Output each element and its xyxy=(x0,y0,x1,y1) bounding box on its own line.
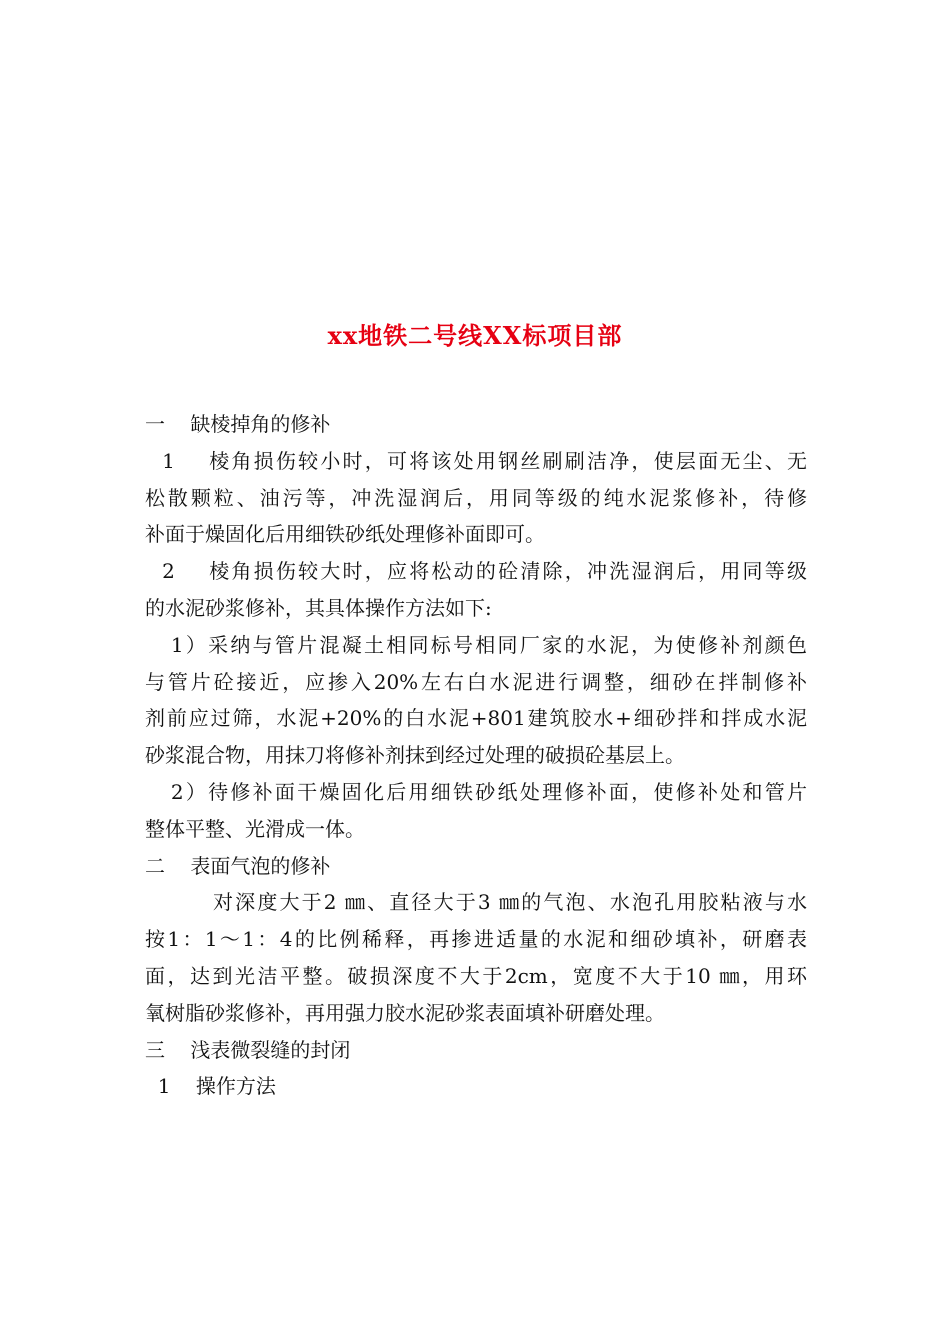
paragraph-line: 1）采纳与管片混凝土相同标号相同厂家的水泥，为使修补剂颜色 xyxy=(145,632,807,657)
paragraph-line: 与管片砼接近，应掺入20%左右白水泥进行调整，细砂在拌制修补 xyxy=(145,669,807,694)
paragraph-line: 砂浆混合物，用抹刀将修补剂抹到经过处理的破损砼基层上。 xyxy=(145,743,685,768)
paragraph-line: 松散颗粒、油污等，冲洗湿润后，用同等级的纯水泥浆修补，待修 xyxy=(145,485,807,510)
paragraph-line: 整体平整、光滑成一体。 xyxy=(145,816,365,841)
paragraph-line: 按1：1～1：4的比例稀释，再掺进适量的水泥和细砂填补，研磨表 xyxy=(145,927,807,952)
section-heading-3: 三 浅表微裂缝的封闭 xyxy=(145,1037,351,1062)
paragraph-line: 1 棱角损伤较小时，可将该处用钢丝刷刷洁净，使层面无尘、无 xyxy=(145,448,807,473)
paragraph-line: 剂前应过筛，水泥+20%的白水泥+801建筑胶水+细砂拌和拌成水泥 xyxy=(145,706,807,731)
paragraph-line: 2 棱角损伤较大时，应将松动的砼清除，冲洗湿润后，用同等级 xyxy=(145,559,807,584)
section-heading-2: 二 表面气泡的修补 xyxy=(145,853,331,878)
paragraph-line: 面，达到光洁平整。破损深度不大于2cm，宽度不大于10 ㎜，用环 xyxy=(145,963,807,988)
paragraph-line: 氧树脂砂浆修补，再用强力胶水泥砂浆表面填补研磨处理。 xyxy=(145,1000,665,1025)
section-heading-1: 一 缺棱掉角的修补 xyxy=(145,412,331,436)
paragraph-line: 对深度大于2 ㎜、直径大于3 ㎜的气泡、水泡孔用胶粘液与水 xyxy=(145,890,807,915)
document-body xyxy=(145,406,807,1105)
paragraph-line: 补面于燥固化后用细铁砂纸处理修补面即可。 xyxy=(145,522,545,547)
paragraph-line: 的水泥砂浆修补，其具体操作方法如下: xyxy=(145,595,492,620)
paragraph-line: 2）待修补面干燥固化后用细铁砂纸处理修补面，使修补处和管片 xyxy=(145,779,807,804)
paragraph-line: 1 操作方法 xyxy=(145,1074,276,1099)
page-title: xx地铁二号线XX标项目部 xyxy=(327,321,623,350)
